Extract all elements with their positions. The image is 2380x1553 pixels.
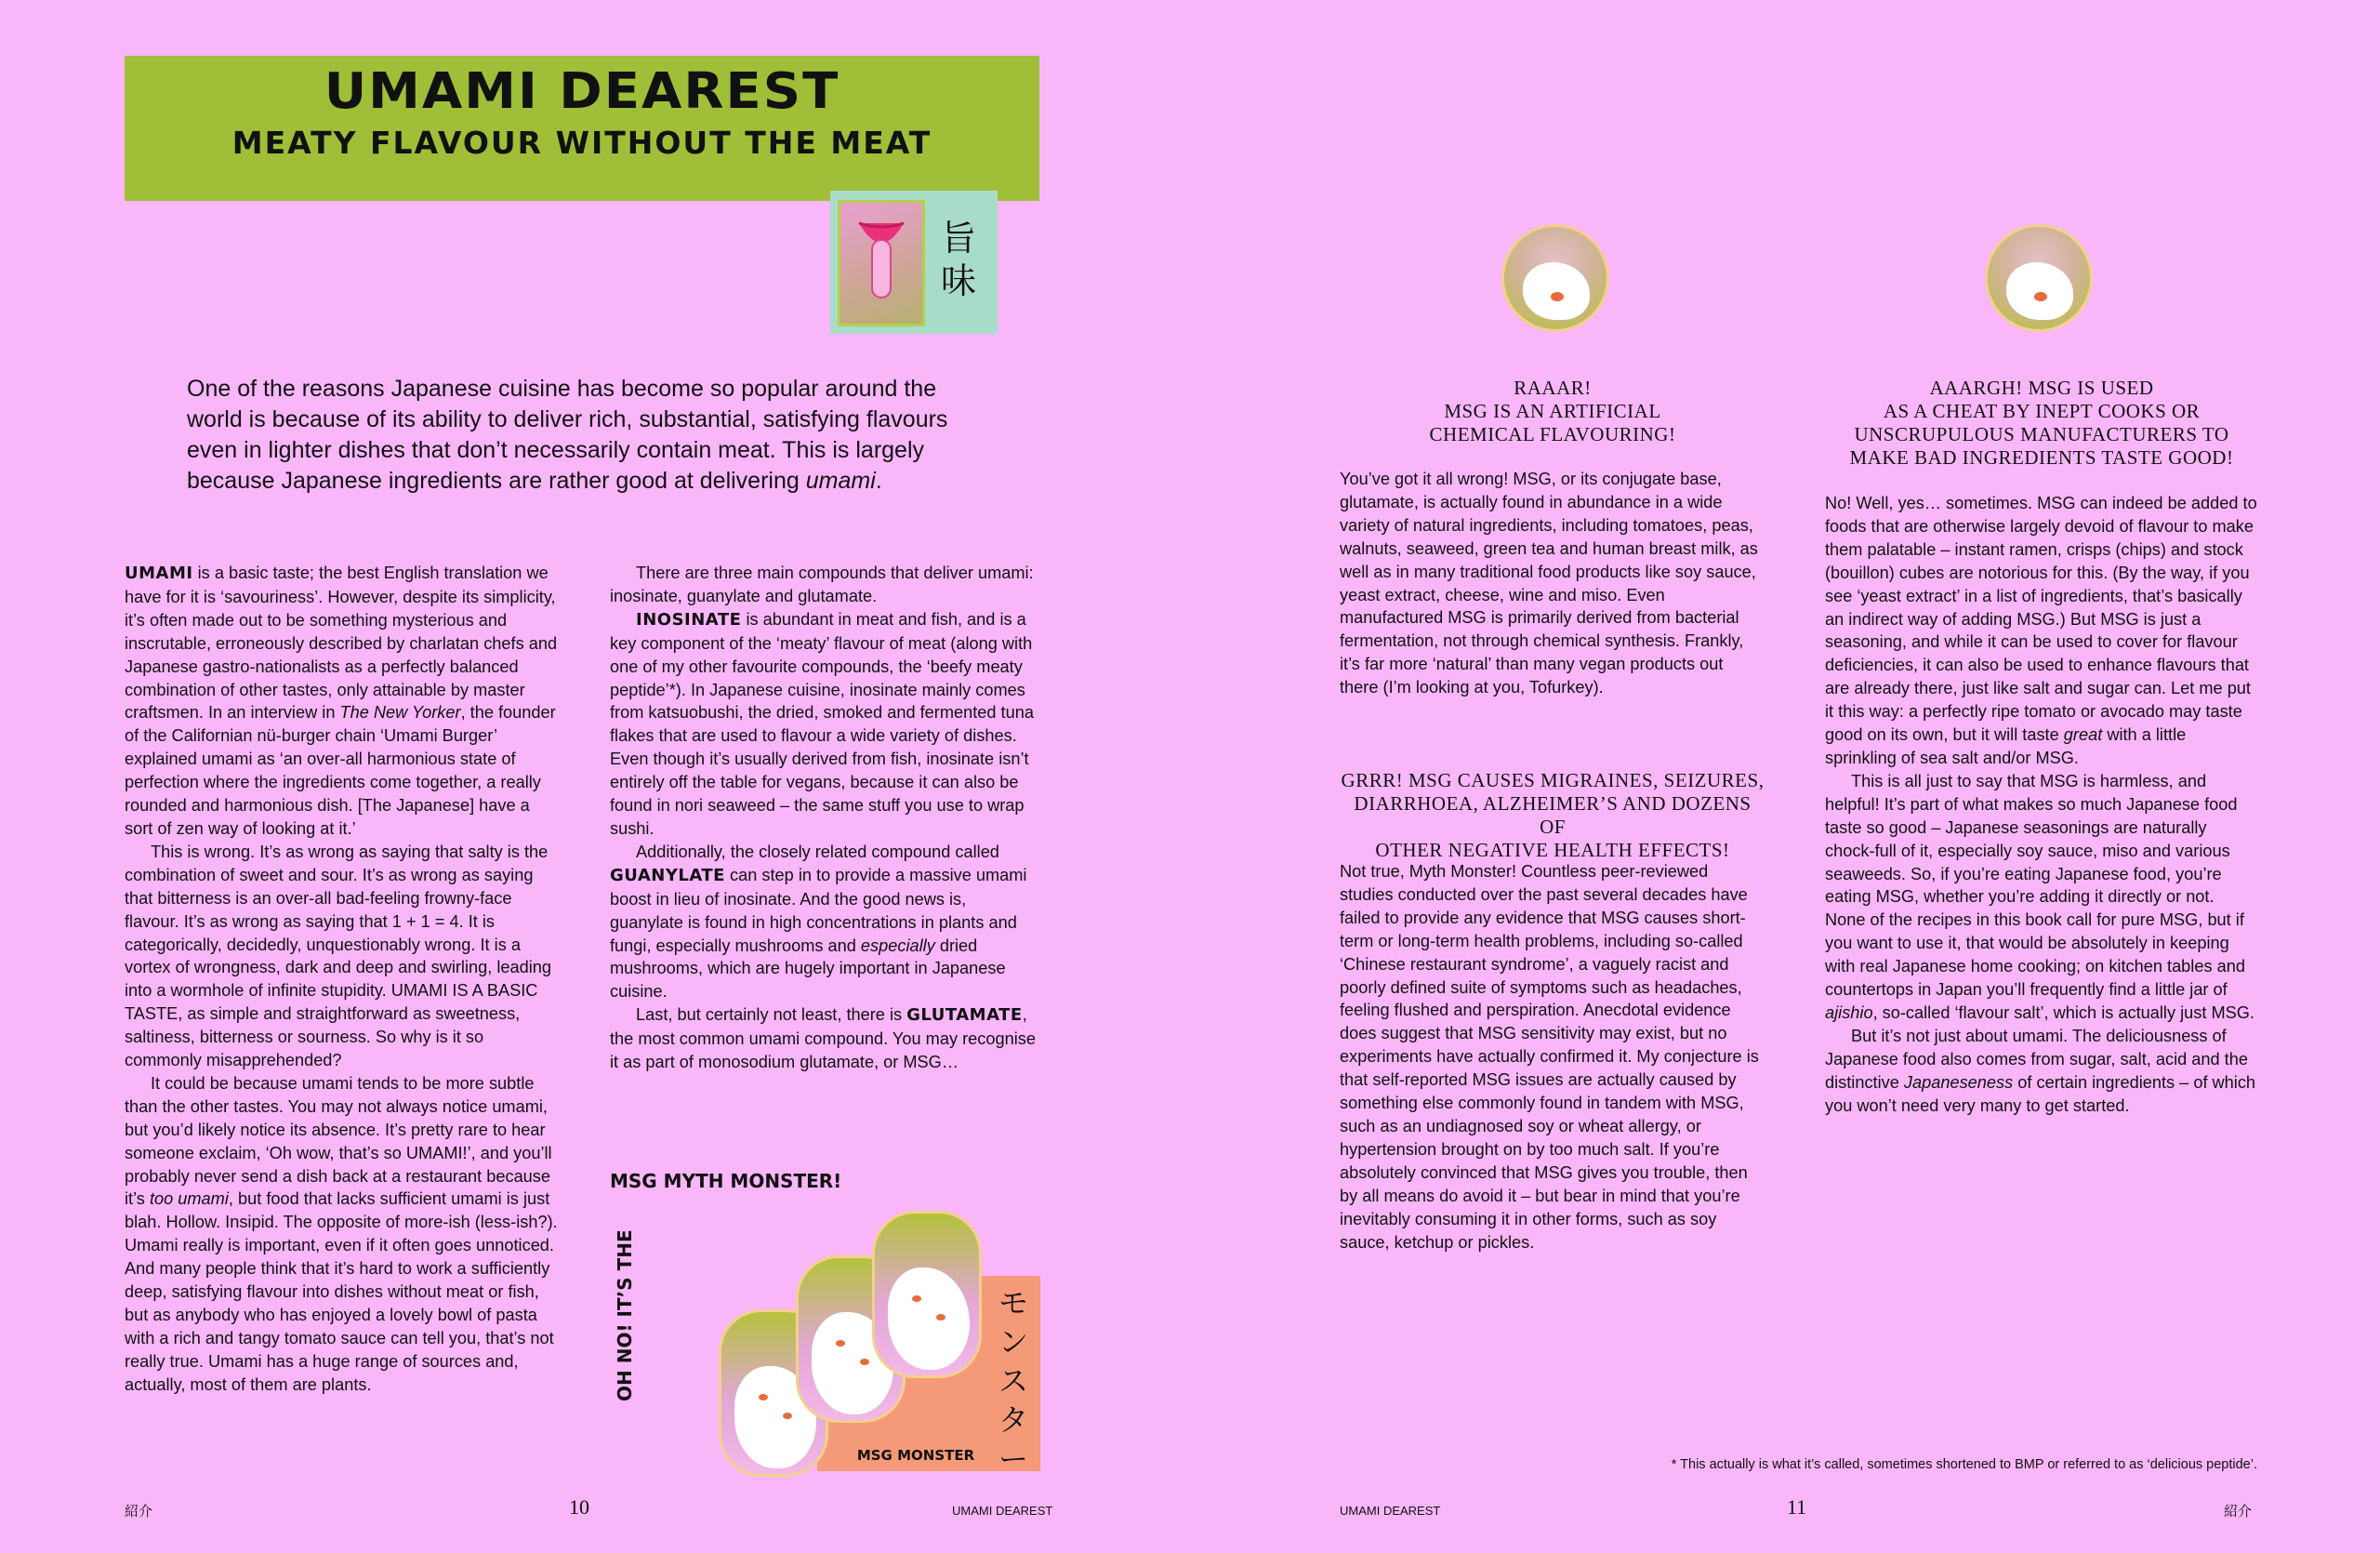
keyword-guanylate: GUANYLATE xyxy=(610,865,725,885)
kanji-umami: 旨味 xyxy=(940,218,976,301)
myth-heading: AAARGH! MSG IS USED AS A CHEAT BY INEPT COOKS OR UNSCRUPULOUS MANUFACTURERS TO MAKE BAD INGREDIENTS TASTE GOOD! xyxy=(1849,377,2234,469)
monster-label: MSG MONSTER xyxy=(856,1447,975,1464)
myth-heading: RAAAR! MSG IS AN ARTIFICIAL CHEMICAL FLAVOURING! xyxy=(1429,377,1676,445)
paragraph: INOSINATE is abundant in meat and fish, and is a key component of the ‘meaty’ flavour of meat (along with one of my other favourite compounds, the ‘beefy meaty peptide’*). In Japanese cuisine, inosinate mainly comes from katsuobushi, the dried, smoked and fermented tuna flakes that are used to flavour a wide variety of dishes. Even though it’s usually derived from fish, inosinate isn’t entirely off the table for vegans, because it can also be found in nori seaweed – the same stuff you use to wrap sushi. xyxy=(610,609,1034,838)
keyword-umami: UMAMI xyxy=(125,564,193,583)
title-banner xyxy=(125,56,1039,201)
body-column-4 xyxy=(1825,492,2258,1117)
paragraph: There are three main compounds that deliver umami: inosinate, guanylate and glutamate. xyxy=(610,564,1034,605)
monster-illustration xyxy=(872,1211,982,1378)
myth-heading: GRRR! MSG CAUSES MIGRAINES, SEIZURES, DIARRHOEA, ALZHEIMER’S AND DOZENS OF OTHER NEGATIVE HEALTH EFFECTS! xyxy=(1341,769,1765,861)
kanji-badge xyxy=(830,191,998,334)
page-number-left: 10 xyxy=(569,1495,589,1519)
paragraph: Not true, Myth Monster! Countless peer-reviewed studies conducted over the past several decades have failed to provide any evidence that MSG causes short-term or long-term health problems, including so-called ‘Chinese restaurant syndrome’, a vaguely racist and poorly defined suite of symptoms such as headaches, feeling flushed and perspiration. Anecdotal evidence does suggest that MSG sensitivity may exist, but no experiments have actually confirmed it. My conjecture is that self-reported MSG issues are actually caused by something else commonly found in tandem with MSG, such as an undiagnosed soy or wheat allergy, or hypertension brought on by too much salt. If you’re absolutely convinced that MSG gives you trouble, then by all means do avoid it – but bear in mind that you’re inevitably consuming it in other forms, such as soy sauce, ketchup or pickles. xyxy=(1340,862,1759,1252)
keyword-inosinate: INOSINATE xyxy=(636,609,742,630)
keyword-glutamate: GLUTAMATE xyxy=(906,1005,1023,1026)
monster-face-icon xyxy=(1985,224,2093,332)
running-head-left: UMAMI DEAREST xyxy=(952,1504,1053,1518)
paragraph: But it’s not just about umami. The deliciousness of Japanese food also comes from sugar, salt, acid and the distinctive Japaneseness of certain ingredients – of which you won’t need very many to get started. xyxy=(1825,1026,2256,1115)
paragraph: Last, but certainly not least, there is GLUTAMATE, the most common umami compound. You may recognise it as part of monosodium glutamate, or MSG… xyxy=(610,1005,1036,1072)
body-column-1 xyxy=(125,562,560,1397)
paragraph: This is all just to say that MSG is harmless, and helpful! It’s part of what makes so much Japanese food taste so good – Japanese seasonings are naturally chock-full of it, especially soy sauce, miso and various seaweeds. So, if you’re eating Japanese food, you’re eating MSG, whether you’re adding it directly or not. None of the recipes in this book call for pure MSG, but if you want to use it, that would be absolutely in keeping with real Japanese home cooking; on kitchen tables and countertops in Japan you’ll frequently find a little jar of ajishio, so-called ‘flavour salt’, which is actually just MSG. xyxy=(1825,771,2254,1022)
page-number-right: 11 xyxy=(1787,1495,1807,1519)
running-head-right: UMAMI DEAREST xyxy=(1340,1504,1441,1518)
paragraph: No! Well, yes… sometimes. MSG can indeed be added to foods that are otherwise largely devoid of flavour to make them palatable – instant ramen, crisps (chips) and stock (bouillon) cubes are notorious for this. (By the way, if you see ‘yeast extract’ in a list of ingredients, that’s basically an indirect way of adding MSG.) But MSG is just a seasoning, and while it can be used to cover for flavour deficiencies, it can also be used to enhance flavours that are already there, just like salt and sugar can. Let me put it this way: a perfectly ripe tomato or avocado may taste good on its own, but it will taste great with a little sprinkling of sea salt and/or MSG. xyxy=(1825,494,2257,767)
footnote: * This actually is what it’s called, sometimes shortened to BMP or referred to as ‘delicious peptide’. xyxy=(1671,1457,2257,1472)
paragraph: Additionally, the closely related compound called GUANYLATE can step in to provide a massive umami boost in lieu of inosinate. And the good news is, guanylate is found in high concentrations in plants and fungi, especially mushrooms and especially dried mushrooms, which are hugely important in Japanese cuisine. xyxy=(610,842,1027,1002)
footer-section-right: 紹介 xyxy=(2224,1504,2253,1520)
monster-heading: MSG MYTH MONSTER! xyxy=(610,1170,842,1192)
paragraph: You’ve got it all wrong! MSG, or its conjugate base, glutamate, is actually found in abundance in a wide variety of natural ingredients, including tomatoes, peas, walnuts, seaweed, green tea and human breast milk, as well as in many traditional food products like soy sauce, yeast extract, cheese, wine and miso. Even manufactured MSG is primarily derived from bacterial fermentation, not through chemical synthesis. Frankly, it’s far more ‘natural’ than many vegan products out there (I’m looking at you, Tofurkey). xyxy=(1340,470,1758,697)
footer-section-left: 紹介 xyxy=(125,1504,153,1520)
intro-paragraph: One of the reasons Japanese cuisine has become so popular around the world is because of its ability to deliver rich, substantial, satisfying flavours even in lighter dishes that don’t necessarily contain meat. This is largely because Japanese ingredients are rather good at delivering umami. xyxy=(187,376,948,494)
body-column-3 xyxy=(1340,468,1765,699)
katakana-monster: モ ン ス タ ー xyxy=(998,1285,1028,1477)
paragraph: UMAMI is a basic taste; the best English translation we have for it is ‘savouriness’. However, despite its simplicity, it’s often made out to be something mysterious and inscrutable, erroneously described by charlatan chefs and Japanese gastro-nationalists as a perfectly balanced combination of other tastes, only attainable by master craftsmen. In an interview in The New Yorker, the founder of the Californian nü-burger chain ‘Umami Burger’ explained umami as ‘an over-all harmonious state of perfection where the ingredients come together, a really rounded and harmonious dish. [The Japanese] have a sort of zen way of looking at it.’ xyxy=(125,564,558,838)
page-title: UMAMI DEAREST xyxy=(324,62,840,121)
monster-face-icon xyxy=(1501,224,1609,332)
page-subtitle: MEATY FLAVOUR WITHOUT THE MEAT xyxy=(231,125,932,161)
paragraph: This is wrong. It’s as wrong as saying that salty is the combination of sweet and sour. It’s as wrong as saying that bitterness is an over-all bad-feeling frowny-face flavour. It’s as wrong as saying that 1 + 1 = 4. It is categorically, decidedly, unquestionably wrong. It is a vortex of wrongness, dark and deep and swirling, leading into a wormhole of infinite stupidity. UMAMI IS A BASIC TASTE, as simple and straightforward as sweetness, saltiness, bitterness or sourness. So why is it so commonly misapprehended? xyxy=(125,842,552,1070)
body-column-3b xyxy=(1340,860,1765,1254)
vertical-caption: OH NO! IT’S THE xyxy=(614,1229,636,1401)
tongue-icon xyxy=(838,200,925,326)
paragraph: It could be because umami tends to be more subtle than the other tastes. You may not always notice umami, but you’d likely notice its absence. It’s pretty rare to hear someone exclaim, ‘Oh wow, that’s so UMAMI!’, and you’ll probably never send a dish back at a restaurant because it’s too umami, but food that lacks sufficient umami is just blah. Hollow. Insipid. The opposite of more-ish (less-ish?). Umami really is important, even if it often goes unnoticed. And many people think that it’s hard to work a sufficiently deep, satisfying flavour into dishes without meat or fish, but as anybody who has enjoyed a lovely bowl of pasta with a rich and tangy tomato sauce can tell you, that’s not really true. Umami has a huge range of sources and, actually, most of them are plants. xyxy=(125,1073,558,1394)
body-column-2 xyxy=(610,562,1041,1074)
